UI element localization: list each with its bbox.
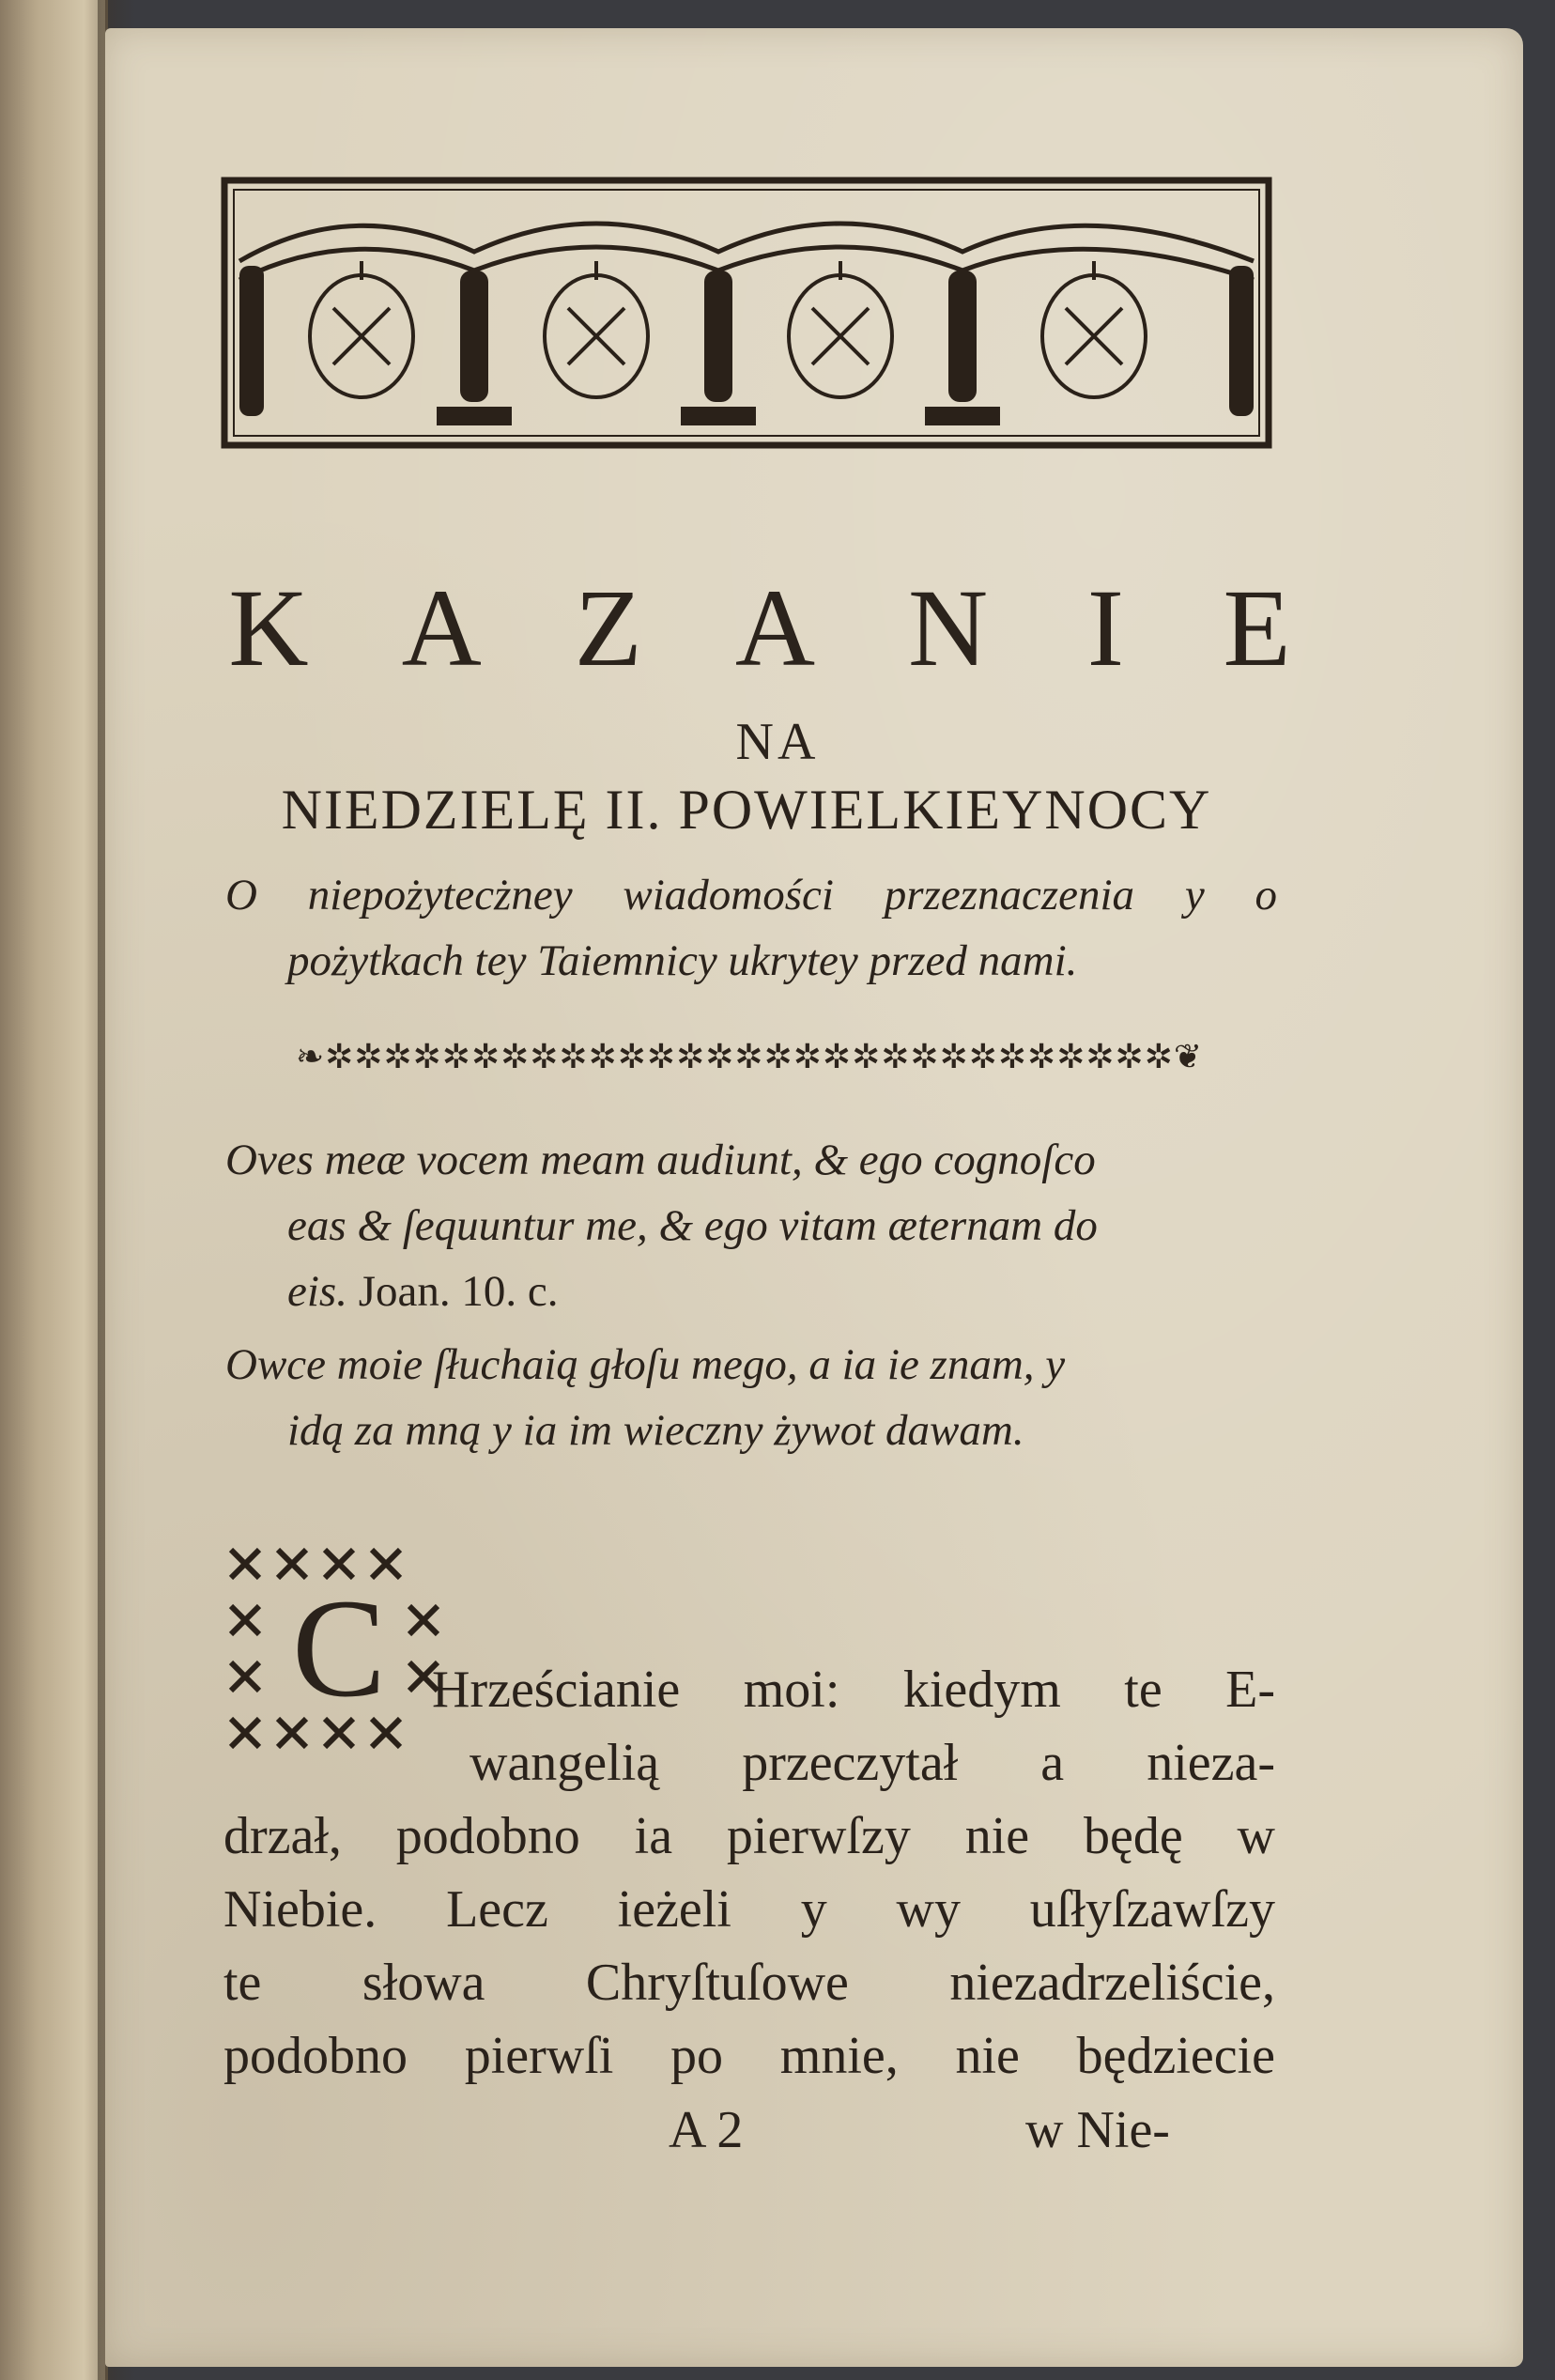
polish-verse <box>225 1332 1277 1463</box>
left-page-edge <box>0 0 108 2380</box>
latin-verse-line: eas & ſequuntur me, & ego vitam æternam do <box>287 1201 1098 1250</box>
body-line: Niebie. Lecz ieżeli y wy uſłyſzawſzy <box>223 1880 1275 1939</box>
catchword: w Nie- <box>1025 2101 1170 2159</box>
body-line: te słowa Chryſtuſowe niezadrzeliście, <box>223 1954 1275 2012</box>
sermon-subtitle <box>225 862 1277 994</box>
body-line: Hrześcianie moi: kiedym te E- <box>432 1661 1275 1719</box>
sermon-title: K A Z A N I E <box>228 566 1327 689</box>
latin-verse-line: eis. <box>287 1267 347 1316</box>
title-preposition: NA <box>735 713 820 771</box>
title-sunday: NIEDZIELĘ II. POWIELKIEYNOCY <box>281 779 1212 841</box>
scripture-reference: Joan. 10. c. <box>358 1267 559 1316</box>
sermon-body <box>223 1653 1275 2093</box>
body-line: drzał, podobno ia pierwſzy nie będę w <box>223 1807 1275 1865</box>
signature-mark: A 2 <box>669 2101 744 2159</box>
drop-cap-letter: C <box>291 1570 387 1726</box>
polish-verse-line: Owce moie ſłuchaią głoſu mego, a ia ie znam, y <box>225 1340 1066 1389</box>
page-footer <box>0 2100 1555 2166</box>
fleuron-divider: ❧✲✲✲✲✲✲✲✲✲✲✲✲✲✲✲✲✲✲✲✲✲✲✲✲✲✲✲✲✲❦ <box>295 1038 1204 1074</box>
body-line: wangelią przeczytał a nieza- <box>470 1734 1275 1792</box>
woodcut-headpiece-ornament <box>221 177 1272 449</box>
subtitle-line: O niepożytecżney wiadomości przeznaczenia y o <box>225 871 1277 920</box>
latin-verse <box>225 1127 1277 1324</box>
latin-verse-line: Oves meæ vocem meam audiunt, & ego cognoſco <box>225 1136 1096 1184</box>
body-line: podobno pierwſi po mnie, nie będziecie <box>223 2027 1275 2085</box>
polish-verse-line: idą za mną y ia im wieczny żywot dawam. <box>287 1406 1024 1455</box>
subtitle-line: pożytkach tey Taiemnicy ukrytey przed nami. <box>287 936 1078 985</box>
